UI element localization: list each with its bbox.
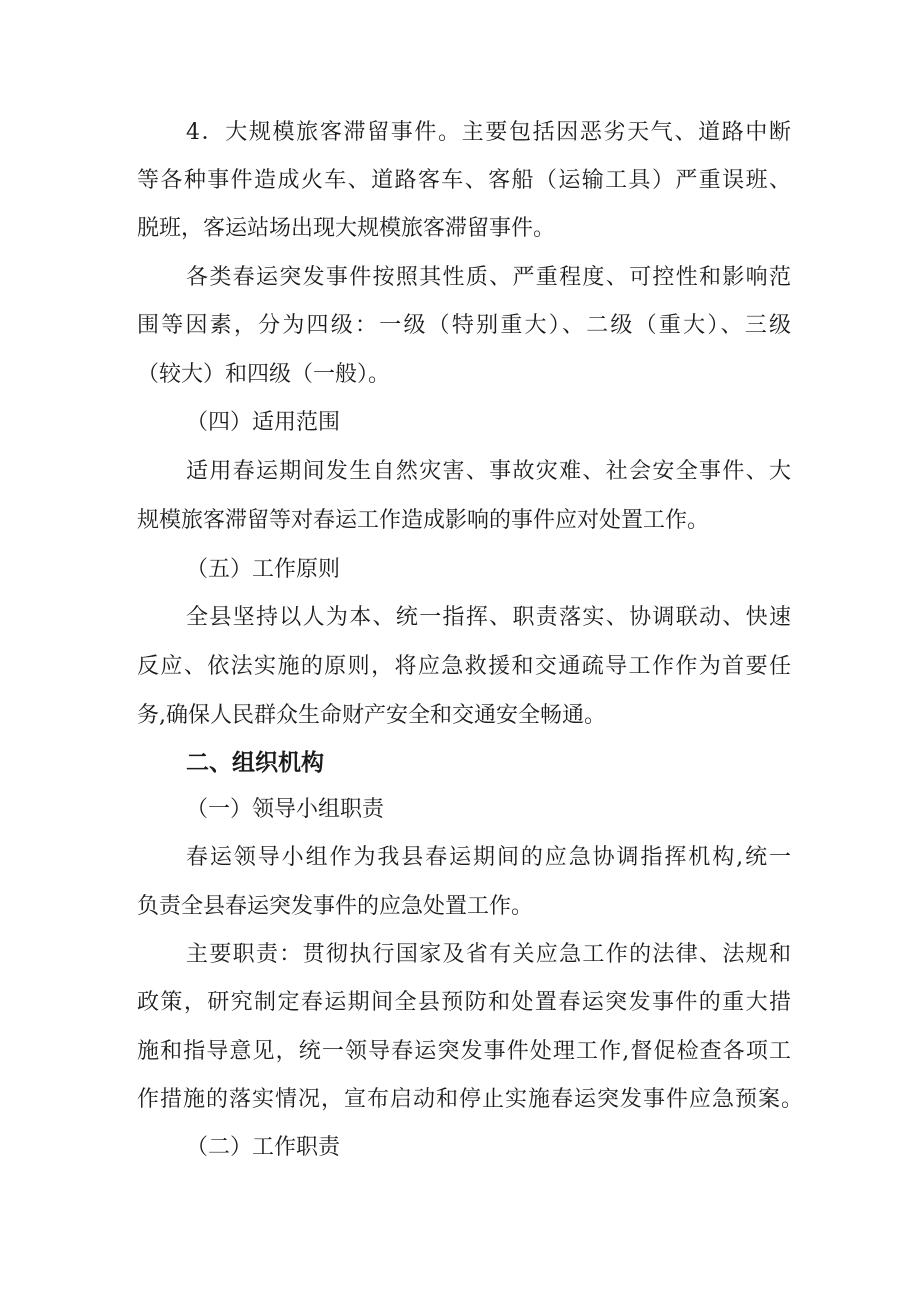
text-line: 春运领导小组作为我县春运期间的应急协调指挥机构,统一 [186, 845, 791, 870]
text-line: 作措施的落实情况，宣布启动和停止实施春运突发事件应急预案。 [137, 1087, 803, 1112]
text-line: 全县坚持以人为本、统一指挥、职责落实、协调联动、快速 [186, 605, 791, 630]
text-line: 等各种事件造成火车、道路客车、客船（运输工具）严重误班、 [137, 168, 791, 193]
subsection-heading: （五）工作原则 [186, 557, 341, 582]
text-line: 负责全县春运突发事件的应急处置工作。 [137, 894, 534, 919]
subsection-heading: （二）工作职责 [186, 1135, 341, 1160]
text-line: （较大）和四级（一般）。 [137, 362, 391, 387]
subsection-heading: （四）适用范围 [186, 410, 341, 435]
text-line: 务,确保人民群众生命财产安全和交通安全畅通。 [137, 703, 606, 728]
text-line: 施和指导意见，统一领导春运突发事件处理工作,督促检查各项工 [137, 1039, 791, 1064]
text-line: 围等因素，分为四级：一级（特别重大）、二级（重大）、三级 [137, 313, 791, 338]
text-line: 政策，研究制定春运期间全县预防和处置春运突发事件的重大措 [137, 990, 791, 1015]
text-line: 规模旅客滞留等对春运工作造成影响的事件应对处置工作。 [137, 508, 710, 533]
text-line: 4．大规模旅客滞留事件。主要包括因恶劣天气、道路中断 [186, 120, 791, 145]
text-line: 各类春运突发事件按照其性质、严重程度、可控性和影响范 [186, 265, 791, 290]
subsection-heading: （一）领导小组职责 [186, 797, 385, 822]
section-heading: 二、组织机构 [186, 750, 324, 776]
text-line: 反应、依法实施的原则，将应急救援和交通疏导工作作为首要任 [137, 654, 791, 679]
text-line: 主要职责：贯彻执行国家及省有关应急工作的法律、法规和 [186, 942, 791, 967]
text-line: 适用春运期间发生自然灾害、事故灾难、社会安全事件、大 [186, 459, 791, 484]
text-line: 脱班，客运站场出现大规模旅客滞留事件。 [137, 216, 556, 241]
